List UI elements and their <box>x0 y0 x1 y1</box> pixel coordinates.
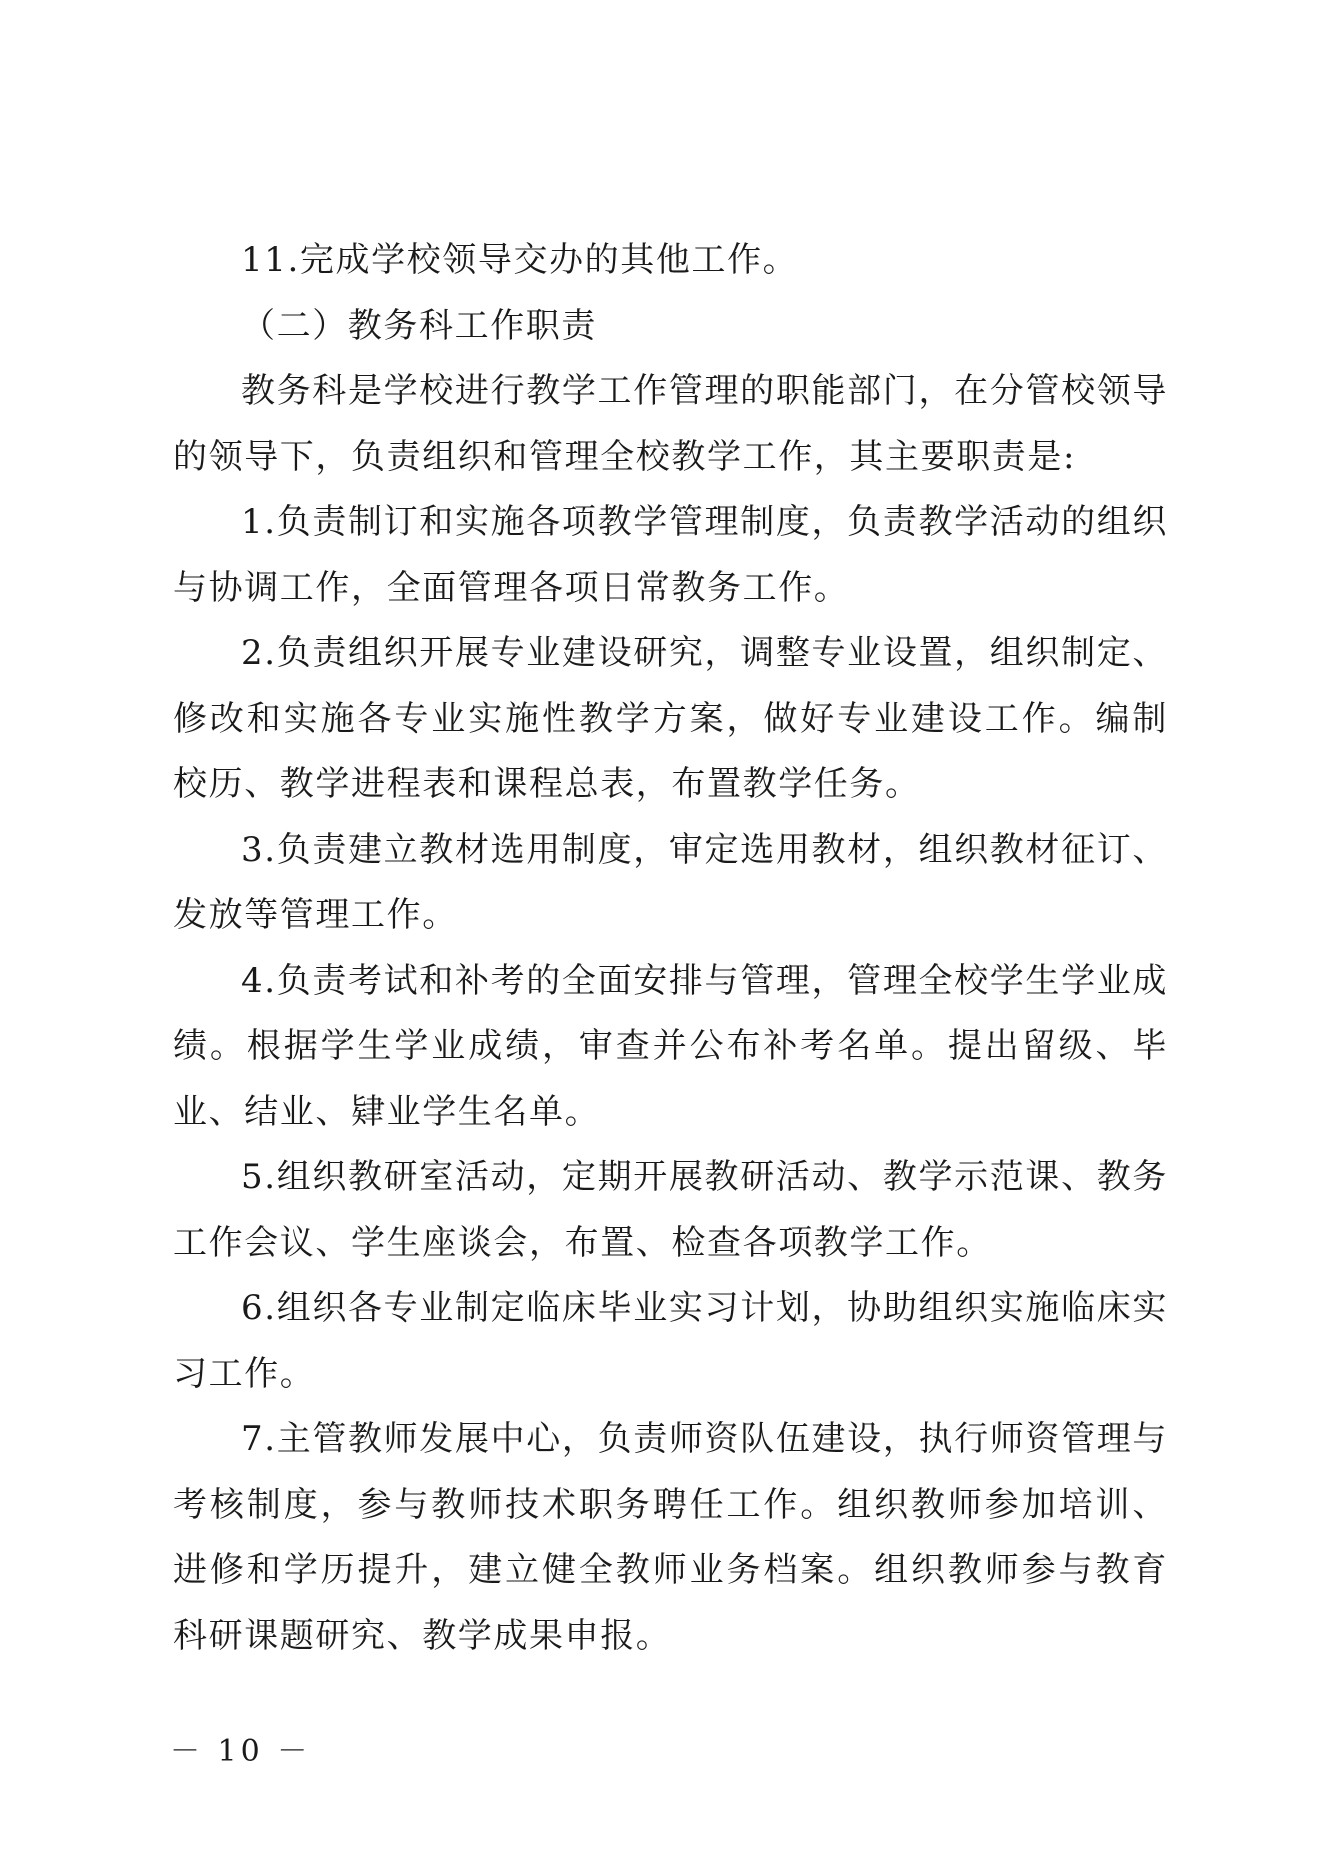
page-number: － 10 － <box>170 1734 312 1769</box>
section-heading: （二）教务科工作职责 <box>241 305 597 346</box>
paragraph-intro: 教务科是学校进行教学工作管理的职能部门，在分管校领导的领导下，负责组织和管理全校教学工作，其主要职责是: <box>173 371 1168 477</box>
paragraph-duty-4: 4.负责考试和补考的全面安排与管理，管理全校学生学业成绩。根据学生学业成绩，审查并公布补考名单。提出留级、毕业、结业、肄业学生名单。 <box>173 960 1168 1132</box>
paragraph-duty-3: 3.负责建立教材选用制度，审定选用教材，组织教材征订、发放等管理工作。 <box>173 829 1168 935</box>
paragraph-duty-1: 1.负责制订和实施各项教学管理制度，负责教学活动的组织与协调工作，全面管理各项日常教务工作。 <box>173 502 1168 608</box>
paragraph-duty-5: 5.组织教研室活动，定期开展教研活动、教学示范课、教务工作会议、学生座谈会，布置、检查各项教学工作。 <box>173 1157 1168 1263</box>
document-body <box>173 228 1168 1669</box>
paragraph-item-11: 11.完成学校领导交办的其他工作。 <box>241 240 799 280</box>
paragraph-duty-7: 7.主管教师发展中心，负责师资队伍建设，执行师资管理与考核制度，参与教师技术职务聘任工作。组织教师参加培训、进修和学历提升，建立健全教师业务档案。组织教师参与教育科研课题研究、教学成果申报。 <box>173 1419 1168 1656</box>
paragraph-duty-2: 2.负责组织开展专业建设研究，调整专业设置，组织制定、修改和实施各专业实施性教学方案，做好专业建设工作。编制校历、教学进程表和课程总表，布置教学任务。 <box>173 633 1168 804</box>
paragraph-duty-6: 6.组织各专业制定临床毕业实习计划，协助组织实施临床实习工作。 <box>173 1288 1168 1394</box>
